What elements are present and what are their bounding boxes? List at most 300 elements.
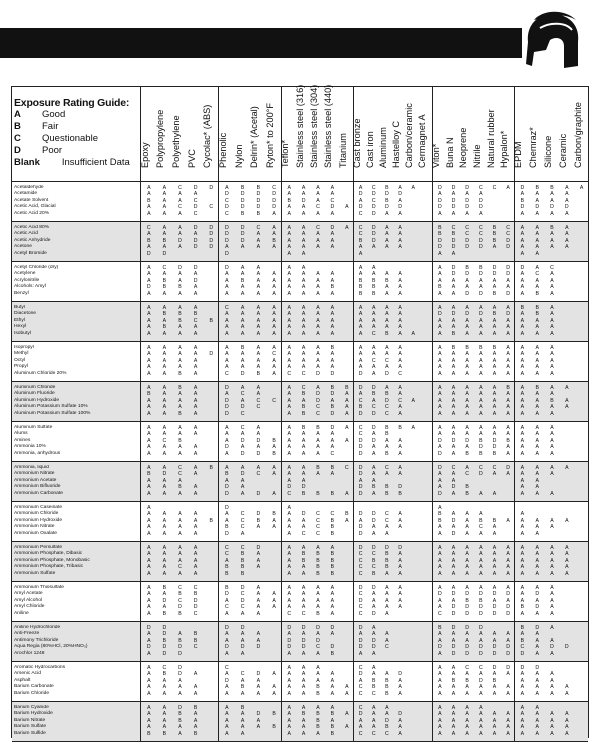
rating-cell: C [225,665,229,671]
rating-cell: B [240,185,245,191]
rating-cell: A [550,585,554,591]
rating-cell: A [398,690,402,697]
rating-cell: A [225,324,229,331]
rating-cell: B [438,625,442,631]
rating-cell: D [330,644,335,651]
rating-cell: D [240,644,245,651]
rating-cell: A [301,231,306,238]
rating-cell: A [147,564,151,571]
rating-cell: A [287,570,291,577]
rating-cell: A [225,351,229,358]
rating-cell: B [178,711,182,718]
column-label: Cermagnet A [417,114,428,168]
chemical-group [12,622,588,662]
rating-cell: A [565,724,569,731]
rating-cell: D [451,625,456,631]
rating-cell: A [398,351,402,358]
rating-cell: A [316,631,320,638]
rating-cell: A [301,585,306,591]
rating-cell: A [506,711,510,718]
rating-cell: B [330,650,335,657]
rating-cell: A [465,210,469,217]
column-label: Aluminum [377,127,388,168]
rating-cell: A [272,604,276,611]
rating-cell: C [193,610,198,617]
rating-cell: A [451,357,456,364]
rating-cell: A [550,364,554,371]
rating-cell: A [147,585,151,591]
rating-cell: A [372,305,376,311]
rating-column-group [140,422,218,461]
rating-cell: D [225,385,229,391]
rating-column-group [281,622,353,661]
rating-cell: A [506,284,510,291]
rating-cell: A [147,324,151,331]
rating-cell: A [272,311,276,318]
rating-cell: A [550,237,554,244]
rating-cell: B [520,604,525,611]
rating-cell: A [451,511,456,518]
rating-cell: A [345,490,349,497]
rating-cell: A [565,684,569,691]
rating-cell: A [451,284,456,291]
rating-cell: C [398,370,402,377]
rating-cell: A [372,717,376,724]
rating-cell: A [178,517,182,524]
rating-cell: A [479,637,483,644]
legend-item: D Poor [14,145,63,156]
rating-cell: D [478,244,483,251]
rating-cell: A [147,717,151,724]
rating-cell: C [162,265,167,271]
rating-cell: A [451,385,456,391]
rating-column-group [432,702,514,741]
rating-column-group [514,342,588,381]
rating-cell: A [162,724,167,731]
rating-cell: A [225,431,229,438]
rating-cell: A [438,585,442,591]
rating-cell: B [330,530,335,537]
rating-cell: A [345,404,349,411]
rating-cell: A [372,431,376,438]
rating-cell: A [520,191,525,198]
rating-cell: A [301,650,306,657]
rating-cell: B [272,724,276,731]
rating-column-group [432,262,514,301]
rating-column-group [514,302,588,341]
rating-cell: A [256,324,261,331]
rating-cell: A [193,557,198,564]
rating-cell: A [520,391,525,398]
rating-cell: B [465,484,469,491]
rating-cell: A [301,185,306,191]
rating-cell: A [520,330,525,337]
rating-cell: A [240,284,245,291]
rating-cell: A [193,517,198,524]
rating-cell: A [398,684,402,691]
rating-cell: D [371,637,376,644]
rating-cell: A [465,524,469,531]
rating-cell: B [372,484,376,491]
rating-cell: A [178,557,182,564]
rating-cell: A [465,671,469,678]
rating-column-group [353,382,432,421]
rating-cell: C [371,730,376,737]
rating-cell: A [465,431,469,438]
rating-cell: A [451,324,456,331]
chemical-names [14,385,138,417]
rating-cell: B [147,237,151,244]
rating-cell: A [287,244,291,251]
rating-cell: A [301,210,306,217]
rating-cell: A [147,511,151,518]
rating-cell: A [358,244,363,251]
rating-cell: D [371,204,376,211]
rating-cell: B [316,610,320,617]
rating-cell: A [301,237,306,244]
rating-cell: A [193,330,198,337]
rating-cell: D [478,271,483,278]
rating-cell: C [358,431,363,438]
rating-cell: D [316,397,320,404]
rating-cell: C [316,644,320,651]
rating-cell: A [438,397,442,404]
rating-cell: D [193,185,198,191]
rating-cell: C [225,305,229,311]
rating-cell: A [256,677,261,684]
chemical-name: Ammonium Hydroxide [14,517,63,523]
rating-cell: A [550,385,554,391]
rating-cell: B [330,517,335,524]
rating-cell: A [465,444,469,451]
rating-cell: B [520,305,525,311]
column-label: Delrin* (Acetal) [249,106,260,168]
rating-column-group [281,502,353,541]
rating-cell: A [287,364,291,371]
rating-cell: A [372,524,376,531]
rating-cell: A [240,650,245,657]
rating-cell: A [438,404,442,411]
rating-cell: B [506,385,510,391]
rating-cell: B [256,370,261,377]
rating-cell: A [147,385,151,391]
rating-cell: C [371,564,376,571]
rating-cell: D [465,591,470,598]
rating-cell: C [240,545,245,551]
chemical-name: Ammonium Sulfate [14,570,56,576]
rating-cell: A [438,637,442,644]
rating-cell: A [240,244,245,251]
rating-cell: A [385,305,389,311]
rating-cell: A [256,330,261,337]
rating-cell: A [438,724,442,731]
rating-cell: A [550,730,554,737]
rating-cell: A [372,724,376,731]
rating-cell: A [535,465,539,471]
rating-cell: A [147,450,151,457]
rating-column-group [140,382,218,421]
rating-cell: A [225,425,229,431]
rating-cell: B [385,330,389,337]
rating-cell: A [385,604,389,611]
rating-cell: A [438,524,442,531]
rating-cell: A [565,564,569,571]
rating-cell: A [287,545,291,551]
rating-cell: B [330,345,335,351]
rating-cell: A [465,564,469,571]
rating-cell: A [330,271,335,278]
rating-cell: A [240,444,245,451]
rating-cell: A [147,404,151,411]
rating-cell: A [372,265,376,271]
column-label: Hypalon* [499,130,510,168]
rating-cell: A [398,444,402,451]
rating-cell: B [178,591,182,598]
rating-cell: A [330,610,335,617]
rating-cell: C [492,465,497,471]
column-label: PVC [186,149,197,168]
rating-cell: A [492,370,497,377]
rating-cell: A [550,330,554,337]
rating-cell: A [162,204,167,211]
rating-cell: C [371,357,376,364]
rating-cell: A [506,471,510,478]
rating-cell: A [193,671,198,678]
rating-cell: A [506,557,510,564]
rating-cell: C [209,204,214,211]
rating-cell: A [287,684,291,691]
rating-cell: D [240,625,245,631]
rating-cell: A [240,610,245,617]
rating-cell: A [438,545,442,551]
rating-cell: A [550,290,554,297]
rating-cell: D [451,237,456,244]
rating-cell: A [451,317,456,324]
rating-cell: A [385,225,389,231]
rating-cell: D [451,517,456,524]
rating-cell: A [147,665,151,671]
rating-cell: C [358,591,363,598]
rating-cell: C [520,644,525,651]
rating-cell: A [520,437,525,444]
rating-cell: B [272,237,276,244]
rating-cell: A [287,557,291,564]
rating-column-group [432,542,514,581]
rating-cell: A [147,705,151,711]
rating-cell: A [316,324,320,331]
rating-cell: A [451,397,456,404]
rating-cell: B [358,277,363,284]
rating-cell: A [565,231,569,238]
chemical-name: Ammonium Acetate [14,477,57,483]
column-label: Nitrile [471,144,482,168]
rating-cell: A [520,324,525,331]
rating-cell: C [316,410,320,417]
rating-cell: A [451,490,456,497]
rating-cell: D [398,711,402,718]
rating-cell: A [372,711,376,718]
rating-cell: A [147,210,151,217]
chemical-group [12,222,588,262]
rating-cell: A [465,351,469,358]
rating-cell: A [330,690,335,697]
rating-cell: A [316,585,320,591]
rating-cell: A [147,490,151,497]
rating-cell: A [492,471,497,478]
rating-cell: A [193,305,198,311]
rating-cell: A [330,244,335,251]
rating-cell: A [465,385,469,391]
rating-cell: A [225,650,229,657]
rating-cell: A [240,677,245,684]
rating-cell: A [492,684,497,691]
rating-cell: A [535,730,539,737]
rating-cell: D [287,625,292,631]
rating-cell: A [535,724,539,731]
rating-cell: A [225,637,229,644]
rating-cell: A [550,610,554,617]
rating-cell: A [398,404,402,411]
rating-cell: A [506,724,510,731]
rating-cell: A [411,425,415,431]
rating-cell: A [162,357,167,364]
rating-cell: A [193,431,198,438]
rating-cell: D [193,597,198,604]
rating-cell: A [287,677,291,684]
chemical-name: Acetyl Bromide [14,250,47,256]
rating-cell: A [520,545,525,551]
rating-cell: D [451,530,456,537]
rating-cell: A [372,665,376,671]
rating-column-group [353,262,432,301]
rating-cell: B [398,490,402,497]
rating-cell: A [535,437,539,444]
chemical-name: Barium Carbonate [14,684,54,690]
rating-cell: A [240,330,245,337]
rating-cell: A [438,484,442,491]
chemical-group [12,382,588,422]
rating-cell: A [438,711,442,718]
legend-title: Exposure Rating Guide: [14,97,130,109]
rating-column-group [140,182,218,221]
column-header-row [12,84,588,182]
rating-column-group [218,702,281,741]
rating-cell: A [385,210,389,217]
rating-cell: A [147,557,151,564]
rating-cell: A [358,351,363,358]
column-group-header [432,87,514,181]
rating-cell: B [451,345,456,351]
rating-cell: A [147,410,151,417]
rating-cell: D [437,437,442,444]
rating-cell: A [240,271,245,278]
chemical-name: Aluminum Potassium Sulfate 100% [14,410,91,416]
rating-cell: B [358,284,363,291]
rating-cell: A [492,330,497,337]
rating-cell: A [451,524,456,531]
rating-cell: A [520,271,525,278]
rating-cell: B [225,471,229,478]
rating-cell: A [520,551,525,558]
rating-cell: A [193,191,198,198]
chemical-name: Aromatic Hydrocarbons [14,665,66,670]
rating-cell: D [492,271,497,278]
rating-cell: A [465,370,469,377]
rating-cell: D [492,650,497,657]
rating-cell: A [465,511,469,518]
rating-cell: A [492,364,497,371]
rating-cell: A [550,404,554,411]
rating-cell: A [506,397,510,404]
rating-cell: C [358,210,363,217]
rating-cell: D [225,490,229,497]
rating-cell: A [330,437,335,444]
rating-cell: C [478,225,483,231]
rating-cell: A [287,517,291,524]
rating-cell: A [287,305,291,311]
rating-cell: A [492,351,497,358]
rating-cell: A [256,524,261,531]
rating-cell: C [225,197,229,204]
rating-cell: B [330,730,335,737]
rating-cell: A [287,717,291,724]
rating-cell: A [330,585,335,591]
rating-cell: D [465,197,470,204]
rating-cell: A [535,351,539,358]
rating-cell: B [385,484,389,491]
chemical-names [14,185,138,217]
rating-cell: C [240,391,245,398]
rating-cell: C [178,471,182,478]
rating-cell: D [478,677,483,684]
rating-cell: A [465,690,469,697]
rating-cell: D [316,391,320,398]
rating-column-group [140,622,218,661]
rating-cell: D [465,437,470,444]
rating-cell: A [372,450,376,457]
rating-cell: D [520,265,525,271]
rating-cell: B [372,557,376,564]
rating-cell: D [564,204,569,211]
rating-cell: A [372,397,376,404]
rating-cell: A [147,551,151,558]
rating-column-group [514,582,588,621]
chemical-name: Aluminum Hydroxide [14,397,60,403]
rating-cell: A [178,545,182,551]
rating-column-group [281,182,353,221]
chemical-name: Anti-Freeze [14,631,40,637]
rating-cell: A [385,671,389,678]
rating-cell: A [162,364,167,371]
rating-cell: D [451,197,456,204]
rating-cell: B [178,370,182,377]
rating-cell: A [565,225,569,231]
rating-cell: A [147,597,151,604]
rating-cell: C [385,404,389,411]
rating-cell: A [438,370,442,377]
rating-cell: B [520,625,525,631]
rating-cell: A [398,551,402,558]
rating-cell: D [178,604,182,611]
rating-cell: A [147,370,151,377]
rating-cell: B [385,690,389,697]
rating-cell: D [225,644,229,651]
rating-cell: C [272,185,276,191]
rating-cell: D [535,204,540,211]
rating-cell: A [520,345,525,351]
rating-cell: A [438,471,442,478]
rating-cell: D [465,650,470,657]
